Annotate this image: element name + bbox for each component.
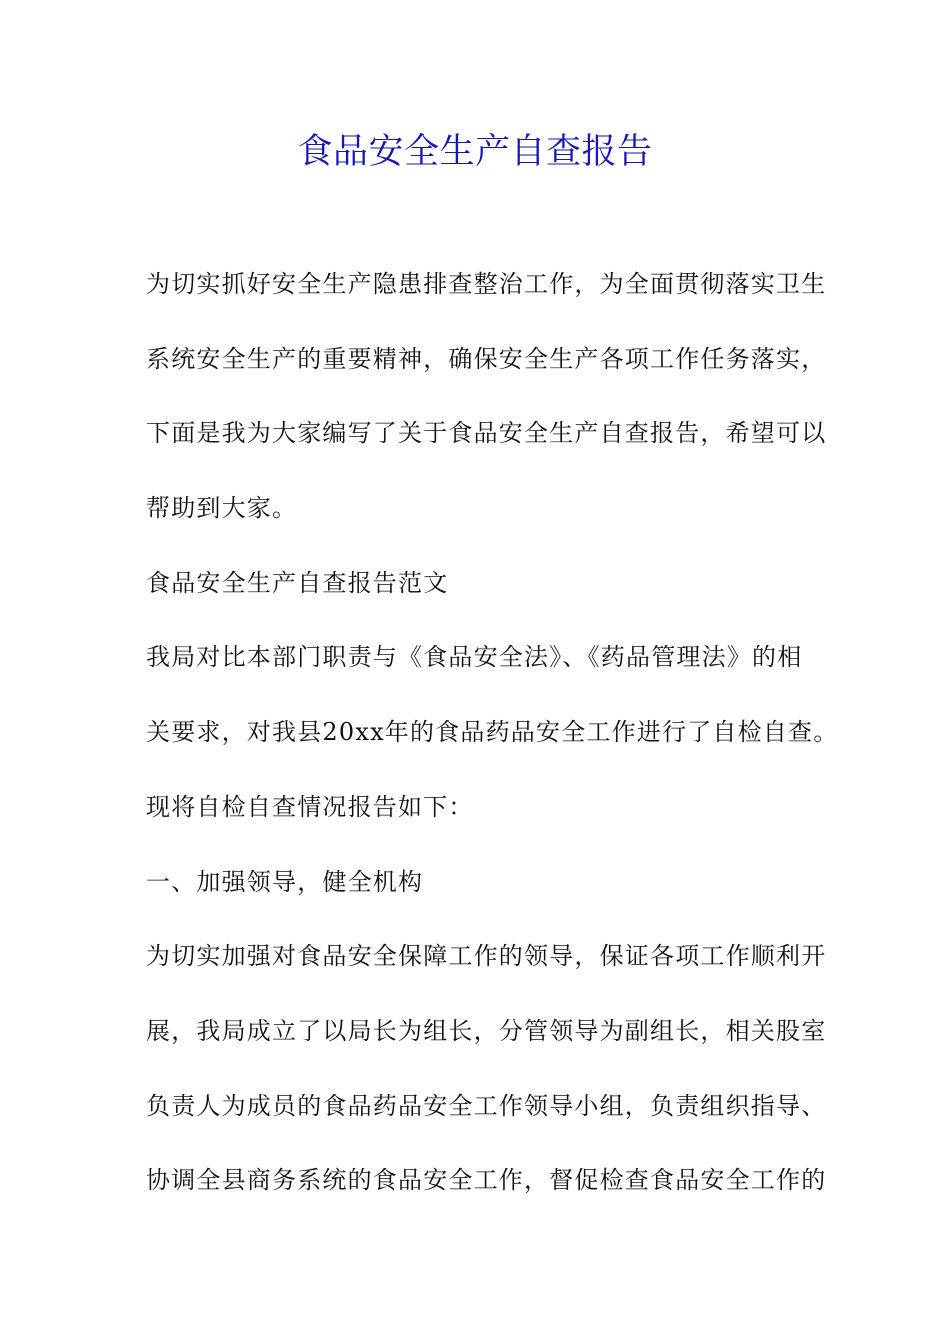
body-line-4: 帮助到大家。 bbox=[146, 494, 298, 523]
body-line-6: 我局对比本部门职责与《食品安全法》、《药品管理法》的相 bbox=[146, 643, 803, 672]
body-line-7: 关要求，对我县20xx年的食品药品安全工作进行了自检自查。 bbox=[146, 718, 839, 747]
body-line-3: 下面是我为大家编写了关于食品安全生产自查报告，希望可以 bbox=[146, 419, 827, 448]
section-heading-sample: 食品安全生产自查报告范文 bbox=[146, 568, 449, 597]
body-line-1: 为切实抓好安全生产隐患排查整治工作，为全面贯彻落实卫生 bbox=[146, 270, 827, 298]
body-line-2: 系统安全生产的重要精神，确保安全生产各项工作任务落实， bbox=[146, 344, 827, 373]
body-line-13: 协调全县商务系统的食品安全工作，督促检查食品安全工作的 bbox=[146, 1166, 827, 1195]
section-heading-1: 一、加强领导，健全机构 bbox=[146, 867, 424, 896]
body-line-12: 负责人为成员的食品药品安全工作领导小组，负责组织指导、 bbox=[146, 1091, 827, 1120]
document-title: 食品安全生产自查报告 bbox=[297, 132, 653, 172]
body-line-11: 展，我局成立了以局长为组长，分管领导为副组长，相关股室 bbox=[146, 1016, 827, 1045]
document-body bbox=[146, 262, 839, 1233]
body-line-8: 现将自检自查情况报告如下： bbox=[146, 792, 474, 821]
body-line-10: 为切实加强对食品安全保障工作的领导，保证各项工作顺利开 bbox=[146, 942, 827, 971]
